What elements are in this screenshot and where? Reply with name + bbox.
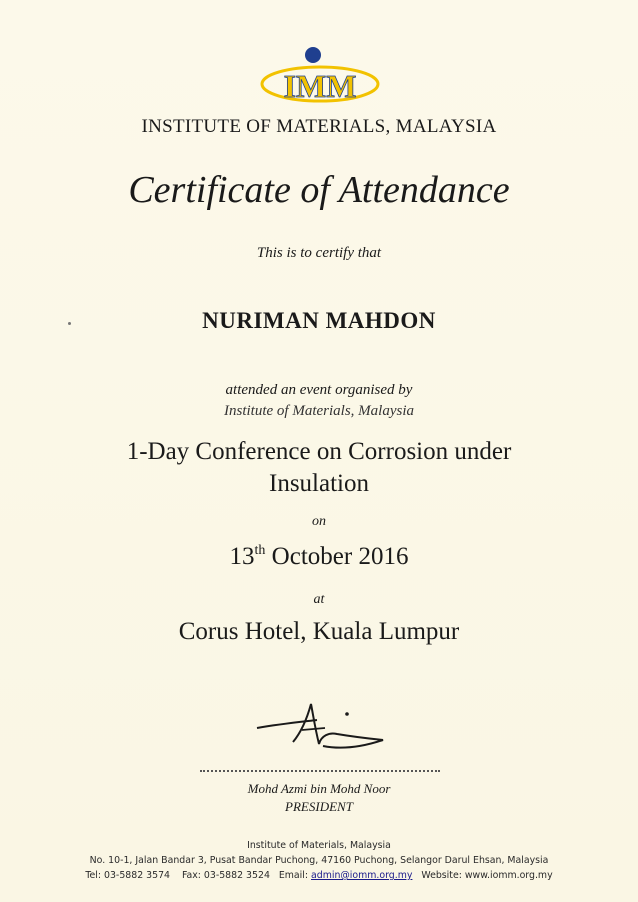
event-venue: Corus Hotel, Kuala Lumpur xyxy=(178,618,460,645)
at-word: at xyxy=(313,592,325,607)
attended-line: attended an event organised by xyxy=(225,382,413,398)
footer-organisation: Institute of Materials, Malaysia xyxy=(247,840,391,851)
recipient-name: NURIMAN MAHDON xyxy=(202,308,436,333)
footer-tel: Tel: 03-5882 3574 xyxy=(85,870,171,881)
event-title-line-2: Insulation xyxy=(269,470,369,497)
signature xyxy=(245,700,395,760)
logo-text: IMM xyxy=(283,68,357,104)
organiser-name: Institute of Materials, Malaysia xyxy=(224,403,414,419)
signatory-name: Mohd Azmi bin Mohd Noor xyxy=(247,781,391,796)
certify-line: This is to certify that xyxy=(256,245,382,261)
event-date xyxy=(0,543,638,571)
footer-email-label: Email: xyxy=(278,870,309,881)
footer-website[interactable]: Website: www.iomm.org.my xyxy=(421,870,553,881)
footer-fax: Fax: 03-5882 3524 xyxy=(181,870,270,881)
signature-line xyxy=(200,770,440,772)
footer-contact xyxy=(0,870,638,881)
date-rest: October 2016 xyxy=(265,543,409,570)
footer-email-link[interactable]: admin@iomm.org.my xyxy=(311,870,413,881)
event-title-line-1: 1-Day Conference on Corrosion under xyxy=(126,438,512,465)
date-day: 13 xyxy=(229,543,255,570)
date-suffix: th xyxy=(254,543,266,558)
signatory-title: PRESIDENT xyxy=(285,799,353,814)
imm-logo xyxy=(255,42,385,112)
certificate-title: Certificate of Attendance xyxy=(128,169,510,211)
institute-name: INSTITUTE OF MATERIALS, MALAYSIA xyxy=(141,116,497,137)
on-word: on xyxy=(312,514,326,529)
footer-address: No. 10-1, Jalan Bandar 3, Pusat Bandar Puchong, 47160 Puchong, Selangor Darul Ehsan, Malaysia xyxy=(89,855,549,866)
